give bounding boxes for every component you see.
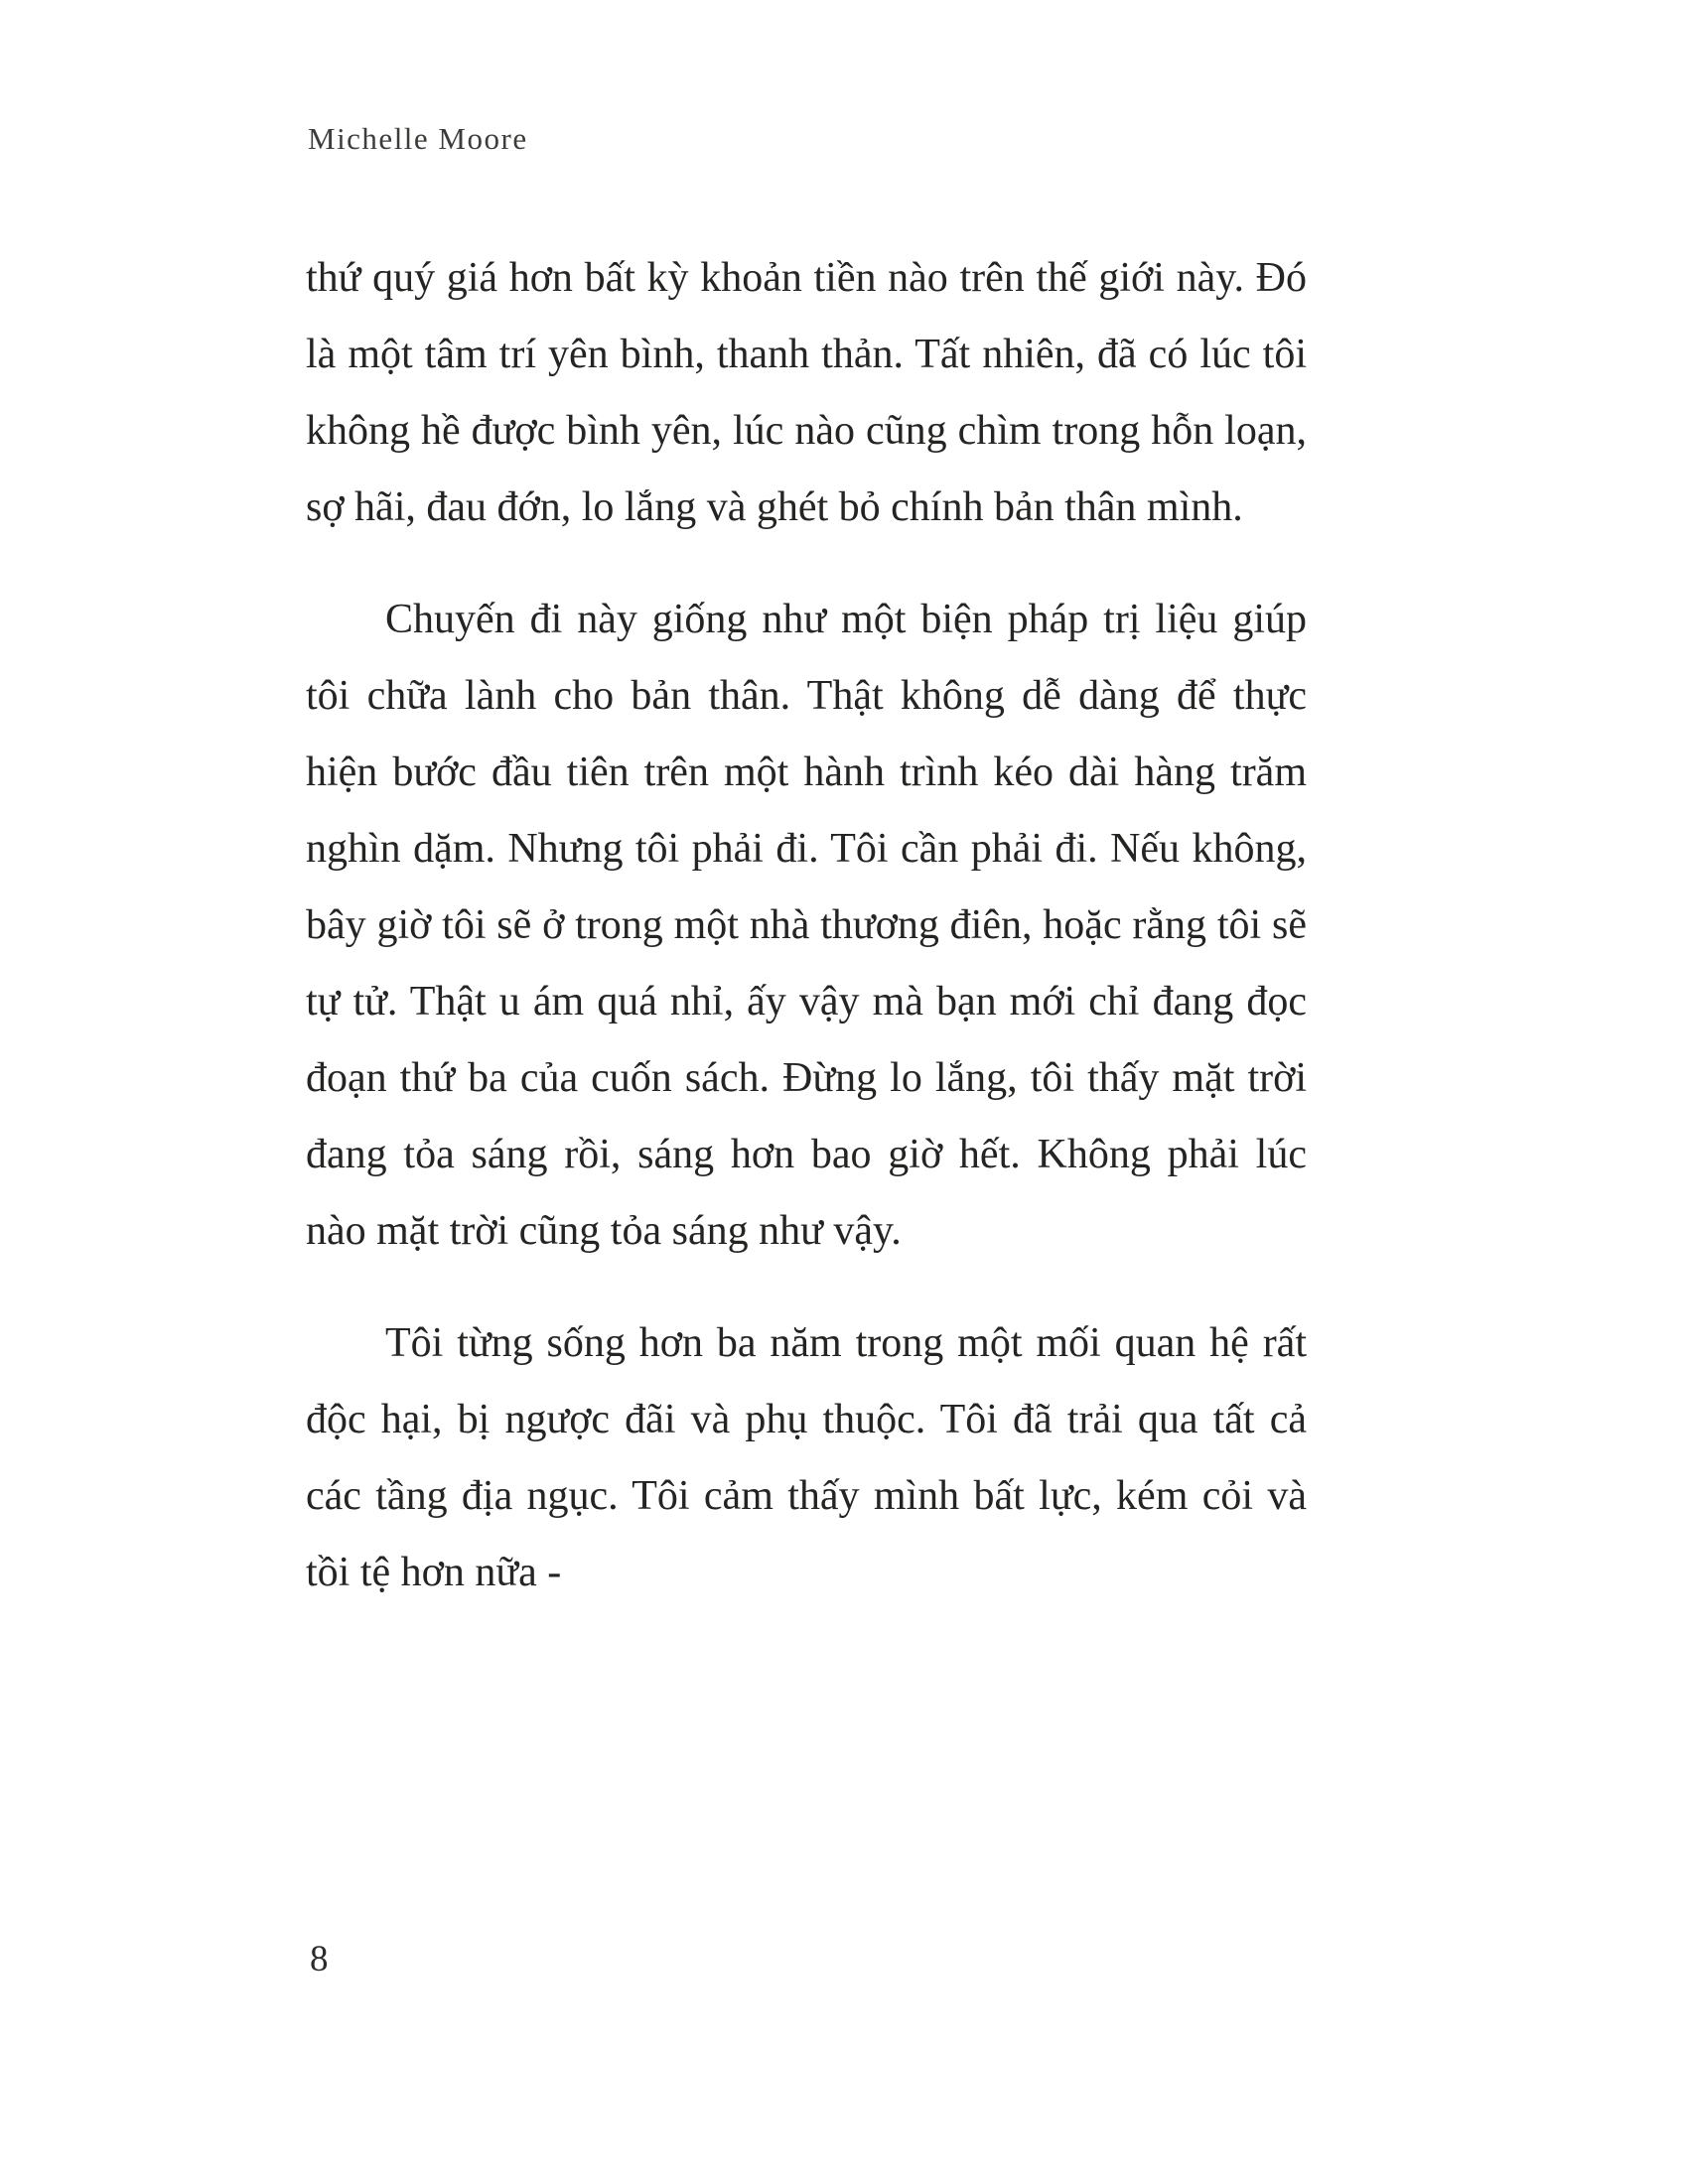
body-text-block (306, 240, 1307, 1647)
paragraph-2: Chuyến đi này giống như một biện pháp trị liệu giúp tôi chữa lành cho bản thân. Thật không dễ dàng để thực hiện bước đầu tiên trên một hành trình kéo dài hàng trăm nghìn dặm. Nhưng tôi phải đi. Tôi cần phải đi. Nếu không, bây giờ tôi sẽ ở trong một nhà thương điên, hoặc rằng tôi sẽ tự tử. Thật u ám quá nhỉ, ấy vậy mà bạn mới chỉ đang đọc đoạn thứ ba của cuốn sách. Đừng lo lắng, tôi thấy mặt trời đang tỏa sáng rồi, sáng hơn bao giờ hết. Không phải lúc nào mặt trời cũng tỏa sáng như vậy. (306, 597, 1307, 1254)
running-header-author: Michelle Moore (308, 121, 528, 156)
paragraph-3: Tôi từng sống hơn ba năm trong một mối quan hệ rất độc hại, bị ngược đãi và phụ thuộc. Tôi đã trải qua tất cả các tầng địa ngục. Tôi cảm thấy mình bất lực, kém cỏi và tồi tệ hơn nữa - (306, 1320, 1307, 1595)
paragraph-1: thứ quý giá hơn bất kỳ khoản tiền nào trên thế giới này. Đó là một tâm trí yên bình, thanh thản. Tất nhiên, đã có lúc tôi không hề được bình yên, lúc nào cũng chìm trong hỗn loạn, sợ hãi, đau đớn, lo lắng và ghét bỏ chính bản thân mình. (306, 255, 1307, 530)
page-number: 8 (310, 1939, 329, 1979)
